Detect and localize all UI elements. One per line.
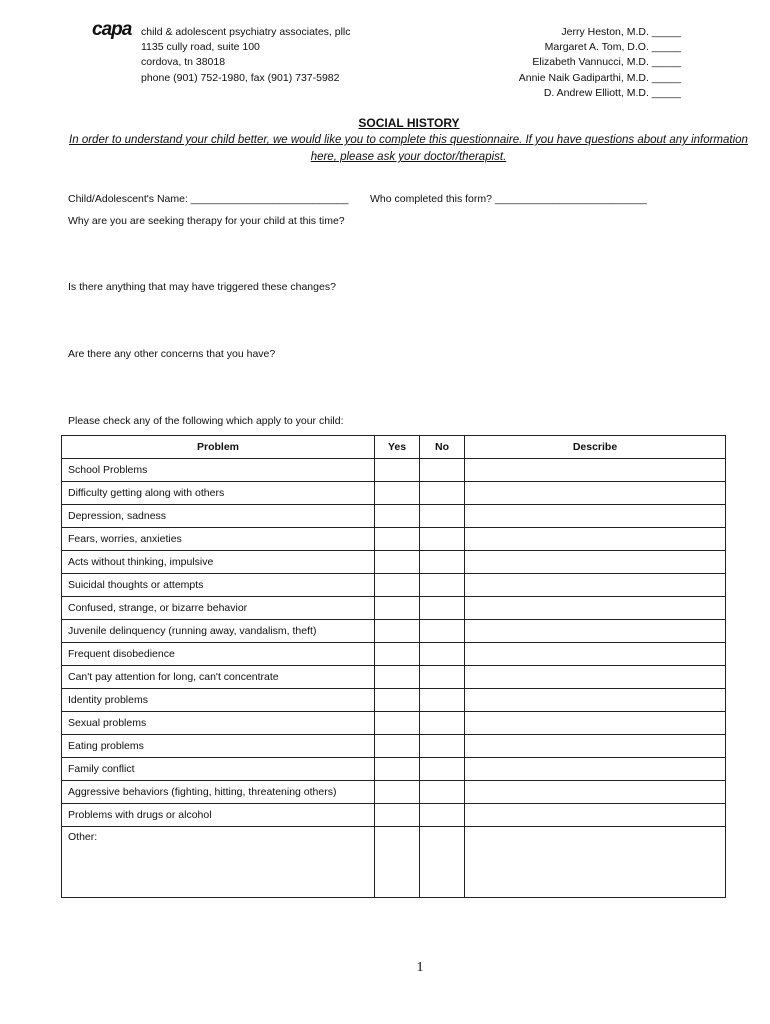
table-row (62, 528, 726, 551)
no-checkbox-cell[interactable] (420, 459, 465, 482)
problem-label: Eating problems (62, 735, 375, 758)
describe-cell[interactable] (465, 666, 726, 689)
no-checkbox-cell[interactable] (420, 666, 465, 689)
problem-label: Juvenile delinquency (running away, vandalism, theft) (62, 620, 375, 643)
describe-cell[interactable] (465, 735, 726, 758)
table-row (62, 574, 726, 597)
no-checkbox-cell[interactable] (420, 551, 465, 574)
problem-label: Frequent disobedience (62, 643, 375, 666)
doctor-item[interactable]: Elizabeth Vannucci, M.D. _____ (532, 56, 681, 69)
describe-cell[interactable] (465, 804, 726, 827)
yes-checkbox-cell[interactable] (375, 781, 420, 804)
problem-label: Difficulty getting along with others (62, 482, 375, 505)
no-checkbox-cell[interactable] (420, 482, 465, 505)
yes-checkbox-cell[interactable] (375, 735, 420, 758)
problem-label: Acts without thinking, impulsive (62, 551, 375, 574)
yes-checkbox-cell[interactable] (375, 643, 420, 666)
header-problem: Problem (62, 436, 375, 459)
practice-name: child & adolescent psychiatry associates, pllc (141, 26, 351, 38)
header-yes: Yes (375, 436, 420, 459)
doctor-list (519, 25, 681, 101)
describe-cell[interactable] (465, 781, 726, 804)
table-row (62, 551, 726, 574)
no-checkbox-cell[interactable] (420, 505, 465, 528)
no-checkbox-cell[interactable] (420, 643, 465, 666)
yes-checkbox-cell[interactable] (375, 459, 420, 482)
capa-logo: capa (92, 19, 132, 40)
table-row (62, 712, 726, 735)
no-checkbox-cell[interactable] (420, 827, 465, 898)
table-row (62, 689, 726, 712)
yes-checkbox-cell[interactable] (375, 666, 420, 689)
describe-cell[interactable] (465, 597, 726, 620)
problem-label: Can't pay attention for long, can't concentrate (62, 666, 375, 689)
check-prompt: Please check any of the following which apply to your child: (68, 415, 344, 427)
table-row (62, 482, 726, 505)
practice-phone: phone (901) 752-1980, fax (901) 737-5982 (141, 71, 340, 84)
problem-label: Sexual problems (62, 712, 375, 735)
problem-label: Identity problems (62, 689, 375, 712)
yes-checkbox-cell[interactable] (375, 482, 420, 505)
describe-cell[interactable] (465, 689, 726, 712)
no-checkbox-cell[interactable] (420, 758, 465, 781)
problem-checklist-table (61, 435, 726, 898)
yes-checkbox-cell[interactable] (375, 620, 420, 643)
no-checkbox-cell[interactable] (420, 712, 465, 735)
table-header-row (62, 436, 726, 459)
describe-cell[interactable] (465, 528, 726, 551)
yes-checkbox-cell[interactable] (375, 689, 420, 712)
completed-by-field[interactable]: Who completed this form? __________________________ (370, 193, 647, 205)
table-row (62, 781, 726, 804)
table-row (62, 758, 726, 781)
question-triggers: Is there anything that may have triggered these changes? (68, 281, 336, 293)
describe-cell[interactable] (465, 758, 726, 781)
problem-label: Family conflict (62, 758, 375, 781)
yes-checkbox-cell[interactable] (375, 505, 420, 528)
no-checkbox-cell[interactable] (420, 781, 465, 804)
problem-label: Depression, sadness (62, 505, 375, 528)
table-row (62, 827, 726, 898)
describe-cell[interactable] (465, 551, 726, 574)
no-checkbox-cell[interactable] (420, 689, 465, 712)
no-checkbox-cell[interactable] (420, 804, 465, 827)
problem-label: Suicidal thoughts or attempts (62, 574, 375, 597)
yes-checkbox-cell[interactable] (375, 804, 420, 827)
describe-cell[interactable] (465, 827, 726, 898)
yes-checkbox-cell[interactable] (375, 827, 420, 898)
doctor-item[interactable]: Jerry Heston, M.D. _____ (561, 26, 681, 38)
describe-cell[interactable] (465, 574, 726, 597)
table-row (62, 643, 726, 666)
doctor-item[interactable]: D. Andrew Elliott, M.D. _____ (543, 86, 681, 99)
table-row (62, 459, 726, 482)
problem-label: School Problems (62, 459, 375, 482)
yes-checkbox-cell[interactable] (375, 574, 420, 597)
question-therapy-reason: Why are you are seeking therapy for your child at this time? (68, 215, 345, 227)
practice-street: 1135 cully road, suite 100 (141, 41, 260, 54)
yes-checkbox-cell[interactable] (375, 758, 420, 781)
no-checkbox-cell[interactable] (420, 735, 465, 758)
describe-cell[interactable] (465, 712, 726, 735)
describe-cell[interactable] (465, 505, 726, 528)
problem-label: Other: (62, 827, 375, 898)
yes-checkbox-cell[interactable] (375, 528, 420, 551)
describe-cell[interactable] (465, 643, 726, 666)
no-checkbox-cell[interactable] (420, 620, 465, 643)
yes-checkbox-cell[interactable] (375, 597, 420, 620)
describe-cell[interactable] (465, 620, 726, 643)
no-checkbox-cell[interactable] (420, 597, 465, 620)
table-row (62, 735, 726, 758)
describe-cell[interactable] (465, 459, 726, 482)
problem-label: Confused, strange, or bizarre behavior (62, 597, 375, 620)
instructions-text: In order to understand your child better, we would like you to complete this questionnaire. If you have questions about any information here, please ask your doctor/therapist. (69, 134, 748, 163)
page-title: SOCIAL HISTORY (358, 116, 460, 130)
yes-checkbox-cell[interactable] (375, 712, 420, 735)
doctor-item[interactable]: Margaret A. Tom, D.O. _____ (544, 41, 681, 54)
no-checkbox-cell[interactable] (420, 528, 465, 551)
table-row (62, 804, 726, 827)
practice-address-block (141, 25, 351, 86)
header-no: No (420, 436, 465, 459)
problem-label: Fears, worries, anxieties (62, 528, 375, 551)
problem-label: Aggressive behaviors (fighting, hitting, threatening others) (62, 781, 375, 804)
no-checkbox-cell[interactable] (420, 574, 465, 597)
child-name-field[interactable]: Child/Adolescent's Name: ___________________________ (68, 193, 349, 205)
table-row (62, 597, 726, 620)
table-row (62, 666, 726, 689)
practice-city: cordova, tn 38018 (141, 56, 226, 69)
problem-label: Problems with drugs or alcohol (62, 804, 375, 827)
table-row (62, 620, 726, 643)
yes-checkbox-cell[interactable] (375, 551, 420, 574)
header-describe: Describe (465, 436, 726, 459)
table-row (62, 505, 726, 528)
doctor-item[interactable]: Annie Naik Gadiparthi, M.D. _____ (518, 71, 681, 84)
page-number: 1 (416, 960, 424, 975)
describe-cell[interactable] (465, 482, 726, 505)
question-other-concerns: Are there any other concerns that you have? (68, 348, 276, 360)
